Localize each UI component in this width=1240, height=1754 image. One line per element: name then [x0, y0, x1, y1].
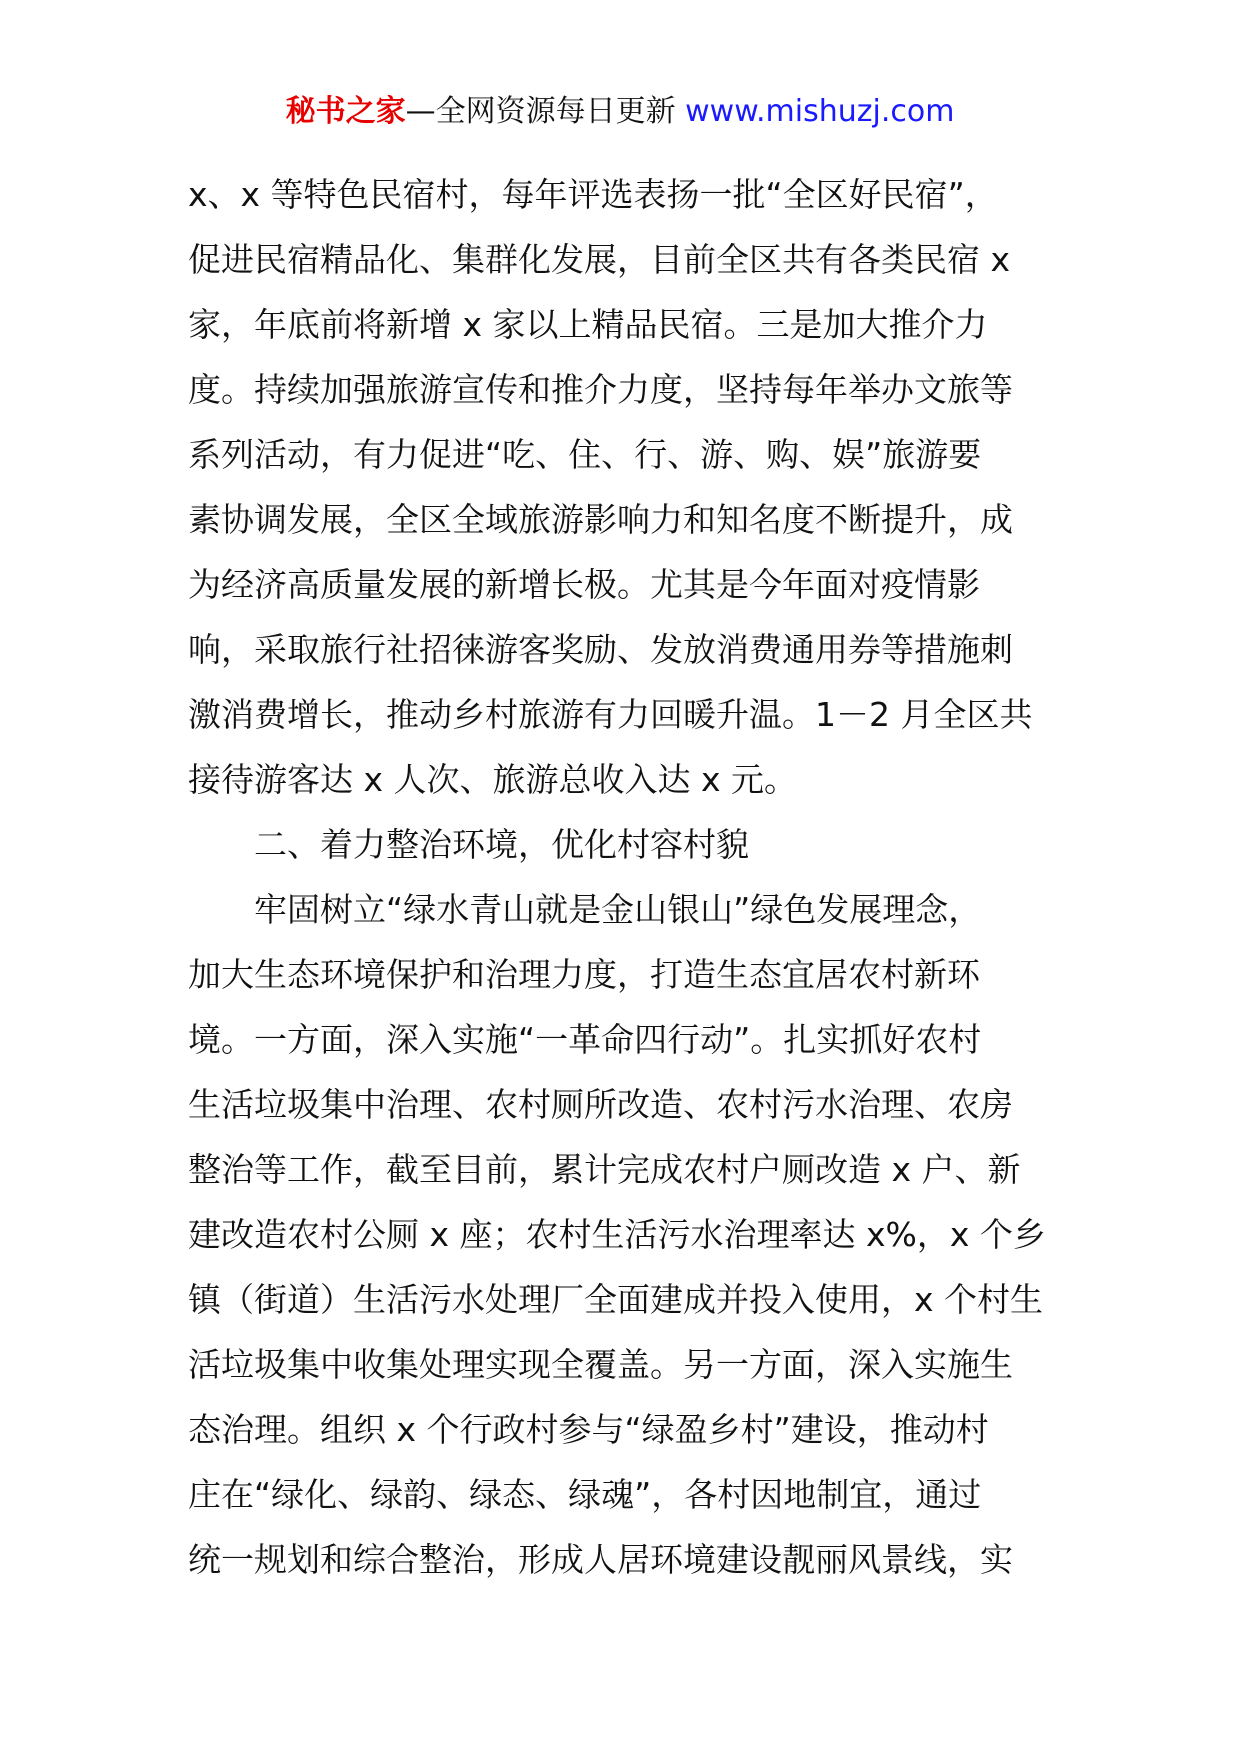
text-line: 家，年底前将新增 x 家以上精品民宿。三是加大推介力: [188, 305, 988, 344]
text-line: 统一规划和综合整治，形成人居环境建设靓丽风景线，实: [188, 1540, 1013, 1579]
text-line: 生活垃圾集中治理、农村厕所改造、农村污水治理、农房: [188, 1085, 1013, 1124]
text-line: 庄在“绿化、绿韵、绿态、绿魂”，各村因地制宜，通过: [188, 1475, 982, 1514]
paragraph-first-line: 牢固树立“绿水青山就是金山银山”绿色发展理念，: [254, 890, 982, 929]
text-line: 促进民宿精品化、集群化发展，目前全区共有各类民宿 x: [188, 240, 1011, 279]
text-line: 活垃圾集中收集处理实现全覆盖。另一方面，深入实施生: [188, 1345, 1013, 1384]
text-line: 激消费增长，推动乡村旅游有力回暖升温。1－2 月全区共: [188, 695, 1033, 734]
text-line: 响，采取旅行社招徕游客奖励、发放消费通用券等措施刺: [188, 630, 1013, 669]
document-body: [188, 162, 1058, 1592]
text-line: 度。持续加强旅游宣传和推介力度，坚持每年举办文旅等: [188, 370, 1013, 409]
site-tagline: —全网资源每日更新: [405, 94, 676, 129]
text-line: 整治等工作，截至目前，累计完成农村户厕改造 x 户、新: [188, 1150, 1021, 1189]
text-line: 加大生态环境保护和治理力度，打造生态宜居农村新环: [188, 955, 980, 994]
text-line: 镇（街道）生活污水处理厂全面建成并投入使用，x 个村生: [188, 1280, 1044, 1319]
text-line: 态治理。组织 x 个行政村参与“绿盈乡村”建设，推动村: [188, 1410, 989, 1449]
text-line: 素协调发展，全区全域旅游影响力和知名度不断提升，成: [188, 500, 1013, 539]
site-url-link[interactable]: www.mishuzj.com: [685, 94, 955, 129]
section-heading: 二、着力整治环境，优化村容村貌: [254, 825, 749, 864]
site-header: [0, 92, 1240, 132]
text-line: x、x 等特色民宿村，每年评选表扬一批“全区好民宿”，: [188, 175, 998, 214]
text-line: 系列活动，有力促进“吃、住、行、游、购、娱”旅游要: [188, 435, 982, 474]
text-line: 建改造农村公厕 x 座；农村生活污水治理率达 x%，x 个乡: [188, 1215, 1046, 1254]
text-line: 境。一方面，深入实施“一革命四行动”。扎实抓好农村: [188, 1020, 982, 1059]
text-line: 接待游客达 x 人次、旅游总收入达 x 元。: [188, 760, 798, 799]
text-line: 为经济高质量发展的新增长极。尤其是今年面对疫情影: [188, 565, 980, 604]
brand-name: 秘书之家: [285, 94, 406, 129]
